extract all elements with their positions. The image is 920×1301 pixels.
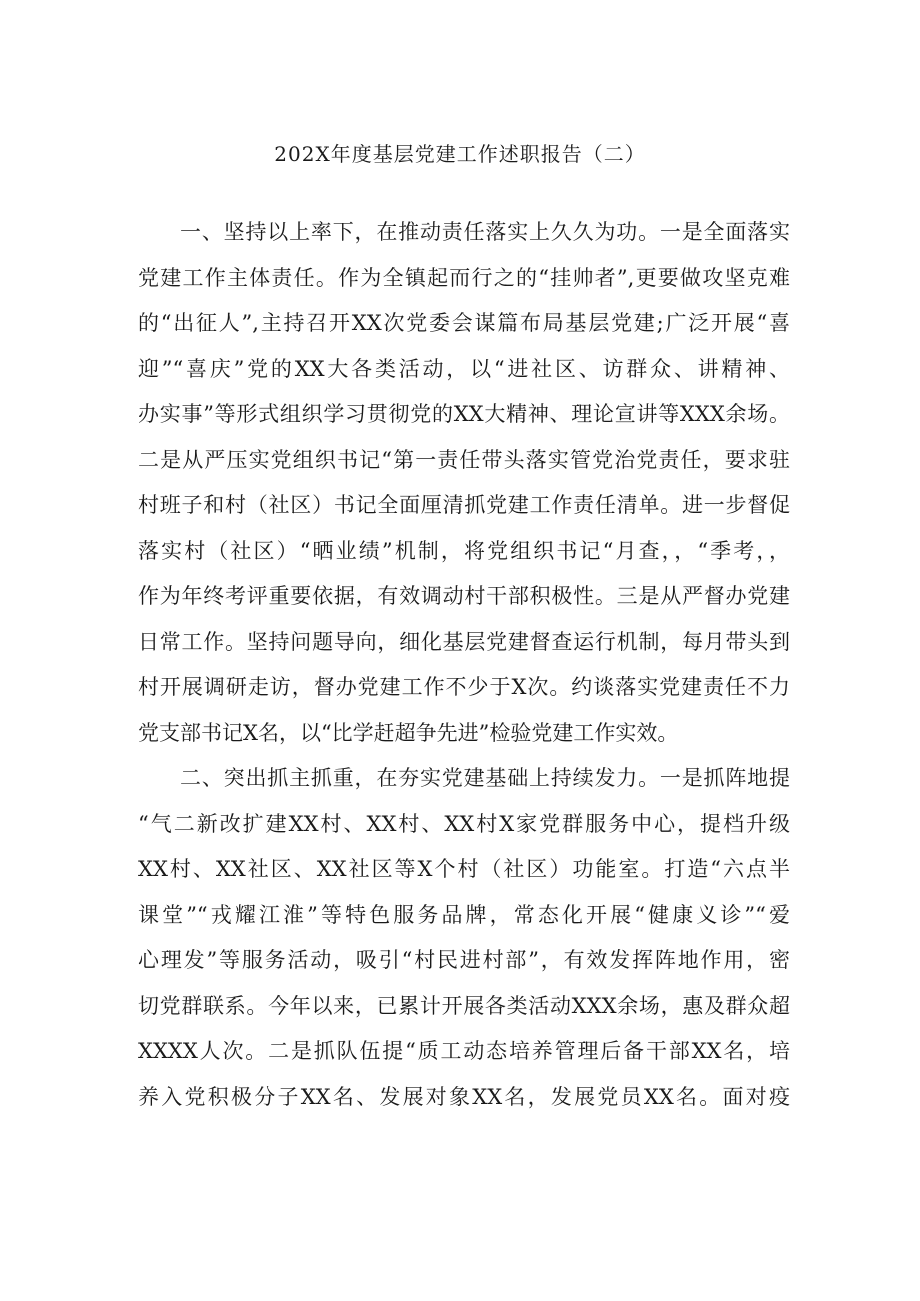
paragraph-1-line-6: 二是从严压实党组织书记“第一责任带头落实管党治党责任，要求驻	[138, 447, 790, 472]
paragraph-1-line-1: 一、坚持以上率下，在推动责任落实上久久为功。一是全面落实	[180, 220, 790, 244]
document-title: 202X年度基层党建工作述职报告（二）	[274, 142, 646, 166]
paragraph-2-line-2: “气二新改扩建XX村、XX村、XX村X家党群服务中心，提档升级	[138, 811, 790, 836]
paragraph-2-line-3: XX村、XX社区、XX社区等X个村（社区）功能室。打造“六点半	[138, 857, 790, 881]
paragraph-2-line-1: 二、突出抓主抓重，在夯实党建基础上持续发力。一是抓阵地提	[180, 766, 790, 790]
paragraph-2-line-5: 心理发”等服务活动，吸引“村民进村部”，有效发挥阵地作用，密	[138, 948, 790, 972]
paragraph-2-line-8: 养入党积极分子XX名、发展对象XX名，发展党员XX名。面对疫	[138, 1084, 790, 1109]
paragraph-1-line-5: 办实事”等形式组织学习贯彻党的XX大精神、理论宣讲等XXX余场。	[138, 402, 790, 426]
paragraph-1-line-2: 党建工作主体责任。作为全镇起而行之的“挂帅者”,更要做攻坚克难	[138, 265, 790, 290]
paragraph-1-line-10: 日常工作。坚持问题导向，细化基层党建督查运行机制，每月带头到	[138, 629, 790, 654]
paragraph-1-line-9: 作为年终考评重要依据，有效调动村干部积极性。三是从严督办党建	[138, 584, 790, 608]
paragraph-1-line-4: 迎”“喜庆”党的XX大各类活动，以“进社区、访群众、讲精神、	[138, 356, 790, 381]
paragraph-1-line-3: 的“出征人”,主持召开XX次党委会谋篇布局基层党建;广泛开展“喜	[138, 311, 790, 335]
paragraph-1-line-12: 党支部书记X名，以“比学赶超争先进”检验党建工作实效。	[138, 720, 679, 745]
paragraph-1-line-8: 落实村（社区）“晒业绩”机制，将党组织书记“月查，，“季考，，	[138, 538, 790, 563]
paragraph-1-line-11: 村开展调研走访，督办党建工作不少于X次。约谈落实党建责任不力	[138, 675, 790, 699]
paragraph-2-line-7: XXXX人次。二是抓队伍提“质工动态培养管理后备干部XX名，培	[138, 1039, 790, 1063]
document-body	[138, 210, 790, 1120]
paragraph-1-line-7: 村班子和村（社区）书记全面厘清抓党建工作责任清单。进一步督促	[138, 493, 790, 517]
paragraph-2-line-6: 切党群联系。今年以来，已累计开展各类活动XXX余场，惠及群众超	[138, 993, 790, 1018]
paragraph-2-line-4: 课堂”“戎耀江淮”等特色服务品牌，常态化开展“健康义诊”“爱	[138, 902, 790, 927]
